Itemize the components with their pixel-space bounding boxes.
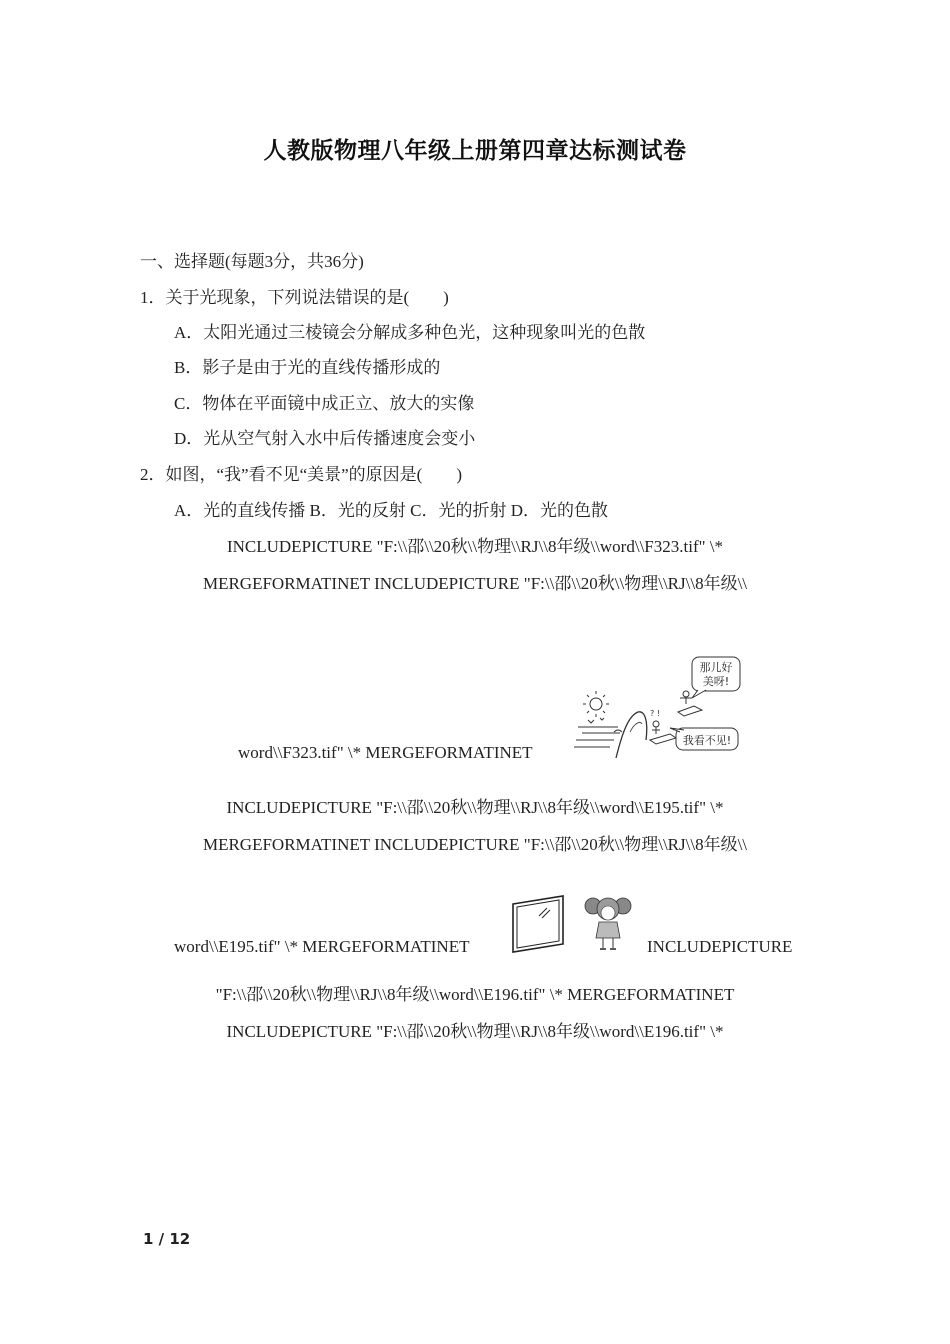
water-lines (574, 718, 622, 747)
question-1-option-a: A．太阳光通过三棱镜会分解成多种色光，这种现象叫光的色散 (174, 323, 646, 342)
field-code-line: INCLUDEPICTURE (647, 937, 793, 956)
field-code-line: INCLUDEPICTURE "F:\\邵\\20秋\\物理\\RJ\\8年级\\word\\F323.tif" \* (226, 537, 724, 556)
field-code-line: "F:\\邵\\20秋\\物理\\RJ\\8年级\\word\\E196.tif" \* MERGEFORMATINET (215, 985, 735, 1004)
question-2-stem: 2．如图，“我”看不见“美景”的原因是( ) (140, 465, 463, 484)
question-1-option-b: B．影子是由于光的直线传播形成的 (174, 358, 441, 377)
field-code-line: word\\F323.tif" \* MERGEFORMATINET (238, 743, 533, 762)
svg-text:那儿好: 那儿好 (699, 661, 733, 674)
field-code-line: MERGEFORMATINET INCLUDEPICTURE "F:\\邵\\20秋\\物理\\RJ\\8年级\\ (202, 574, 748, 593)
question-2-options: A．光的直线传播 B．光的反射 C．光的折射 D．光的色散 (174, 501, 608, 520)
field-code-line: INCLUDEPICTURE "F:\\邵\\20秋\\物理\\RJ\\8年级\\word\\E196.tif" \* (226, 1022, 724, 1041)
svg-text:美呀!: 美呀! (702, 675, 730, 688)
question-marks: ? ! (650, 709, 660, 718)
mirror-illustration (509, 894, 567, 956)
field-code-line: word\\E195.tif" \* MERGEFORMATINET (174, 937, 470, 956)
person-low-icon (650, 721, 676, 744)
page-title: 人教版物理八年级上册第四章达标测试卷 (263, 138, 687, 164)
sun-icon (583, 691, 609, 717)
speech-bubble-bottom (670, 728, 738, 750)
section-heading: 一、选择题(每题3分，共36分) (140, 252, 364, 271)
girl-illustration (582, 892, 634, 952)
speech-bubble-top (692, 657, 740, 698)
svg-text:我看不见!: 我看不见! (682, 734, 732, 747)
question-1-option-d: D．光从空气射入水中后传播速度会变小 (174, 429, 476, 448)
figure-scenery-illustration (570, 654, 745, 760)
page-number: 1 / 12 (143, 1230, 191, 1248)
question-1-stem: 1．关于光现象，下列说法错误的是( ) (140, 288, 449, 307)
mountain-shape (616, 712, 647, 758)
field-code-line: INCLUDEPICTURE "F:\\邵\\20秋\\物理\\RJ\\8年级\\word\\E195.tif" \* (226, 798, 724, 817)
question-1-option-c: C．物体在平面镜中成正立、放大的实像 (174, 394, 475, 413)
field-code-line: MERGEFORMATINET INCLUDEPICTURE "F:\\邵\\20秋\\物理\\RJ\\8年级\\ (202, 835, 748, 854)
